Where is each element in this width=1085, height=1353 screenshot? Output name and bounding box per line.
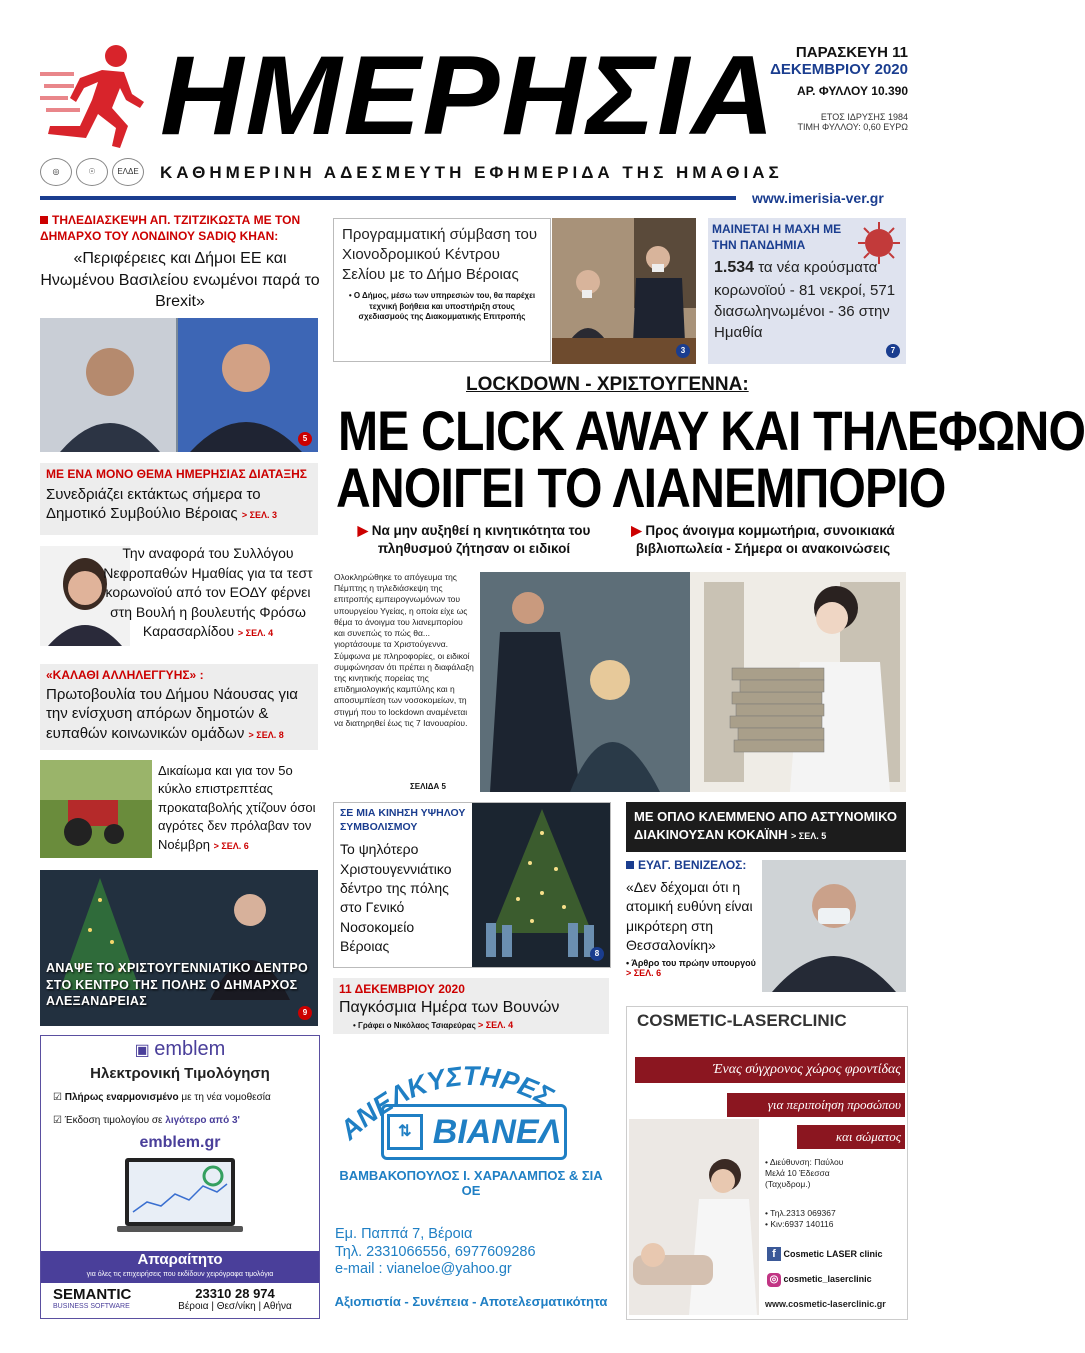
website-link[interactable]: www.imerisia-ver.gr: [752, 190, 884, 206]
signing-image: [552, 218, 696, 364]
page-ref: > ΣΕΛ. 5: [791, 830, 827, 841]
alexandreia-tree-article[interactable]: [40, 870, 318, 1026]
emblem-cta-sub: για όλες τις επιχειρήσεις που εκδίδουν χειρόγραφα τιμολόγια: [86, 1271, 274, 1278]
checkbox-icon: ☑: [53, 1092, 65, 1103]
laptop-image: [117, 1156, 243, 1236]
vianel-contact: Εμ. Παππά 7, Βέροια Τηλ. 2331066556, 6977609286 e-mail : vianeloe@yahoo.gr: [335, 1226, 536, 1278]
article-kicker: 11 ΔΕΚΕΜΒΡΙΟΥ 2020: [339, 982, 465, 996]
cocaine-article[interactable]: [626, 802, 906, 852]
press-logo-icon: ☉: [76, 158, 108, 186]
article-kicker: ΤΗΛΕΔΙΑΣΚΕΨΗ ΑΠ. ΤΖΙΤΖΙΚΩΣΤΑ ΜΕ ΤΟΝ ΔΗΜΑΡΧΟ ΤΟΥ ΛΟΝΔΙΝΟΥ SADIQ KHAN:: [40, 213, 320, 244]
emblem-check-1: ☑ Πλήρως εναρμονισμένο με τη νέα νομοθεσία: [53, 1092, 271, 1103]
semantic-company: SEMANTIC BUSINESS SOFTWARE: [53, 1286, 132, 1310]
issue-info: [738, 44, 908, 132]
article-note: • Άρθρο του πρώην υπουργού > ΣΕΛ. 6: [626, 957, 756, 978]
masthead-title: ΗΜΕΡΗΣΙΑ: [160, 33, 777, 158]
article-text: Την αναφορά του Συλλόγου Νεφροπαθών Ημαθίας για τα τεστ κορωνοϊού από τον ΕΟΔΥ φέρνει στη Βουλή η βουλευτής Φρόσω Καρασαρλίδου > ΣΕΛ. 4: [103, 545, 313, 640]
hairdresser-books-photo: [480, 572, 906, 792]
emblem-check-2: ☑ Έκδοση τιμολογίου σε λιγότερο από 3': [53, 1115, 240, 1126]
page-badge: 8: [590, 947, 604, 961]
covid-article[interactable]: [708, 218, 906, 364]
video-call-image: [40, 318, 318, 452]
virus-icon: [856, 220, 902, 266]
article-text: 1.534 τα νέα κρούσματα κορωνοϊού - 81 νεκροί, 571 διασωληνωμένοι - 36 στην Ημαθία: [714, 259, 896, 341]
main-headline-1[interactable]: ΜΕ CLICK AWAY ΚΑΙ ΤΗΛΕΦΩΝΟ: [338, 399, 1085, 462]
article-kicker: ΕΥΑΓ. ΒΕΝΙΖΕΛΟΣ:: [626, 858, 906, 874]
article-kicker: «ΚΑΛΑΘΙ ΑΛΛΗΛΕΓΓΥΗΣ» :: [46, 668, 204, 682]
arrow-icon: ▶: [631, 523, 646, 538]
cosmetic-line-1: Ένας σύγχρονος χώρος φροντίδας: [635, 1057, 905, 1083]
mountains-article[interactable]: [333, 978, 609, 1034]
elevator-icon: ⇅: [387, 1114, 423, 1150]
page-badge: 7: [886, 344, 900, 358]
emblem-cta-title: Απαραίτητο: [137, 1251, 223, 1268]
program-article[interactable]: [333, 218, 551, 362]
article-text: Δικαίωμα και για τον 5ο κύκλο επιστρεπτέας προκαταβολής χτίζουν όσοι αγρότες δεν πρόλαβαν τον Νοέμβρη > ΣΕΛ. 6: [158, 763, 316, 852]
article-kicker: ΜΑΙΝΕΤΑΙ Η ΜΑΧΗ ΜΕ ΤΗΝ ΠΑΝΔΗΜΙΑ: [712, 222, 842, 252]
instagram-icon: ◎: [767, 1273, 781, 1287]
main-subhead-2: ▶ Προς άνοιγμα κομμωτήρια, συνοικιακά βιβλιοπωλεία - Σήμερα οι ανακοινώσεις: [631, 523, 895, 557]
farm-article[interactable]: [40, 760, 318, 860]
main-subhead-1: ▶ Να μην αυξηθεί η κινητικότητα του πληθυσμού ζήτησαν οι ειδικοί: [357, 523, 591, 557]
emblem-ad[interactable]: [40, 1035, 320, 1319]
article-text: «Δεν δέχομαι ότι η ατομική ευθύνη είναι μικρότερη στη Θεσσαλονίκη»: [626, 878, 753, 954]
vianel-brand-box: [381, 1104, 567, 1160]
cosmetic-line-2: για περιποίηση προσώπου: [727, 1093, 905, 1117]
svg-text:ΑΝΕΛΚΥΣΤΗΡΕΣ: ΑΝΕΛΚΥΣΤΗΡΕΣ: [334, 1060, 558, 1146]
page-ref: > ΣΕΛ. 4: [477, 1020, 514, 1031]
article-caption: ΑΝΑΨΕ ΤΟ ΧΡΙΣΤΟΥΓΕΝΝΙΑΤΙΚΟ ΔΕΝΤΡΟ ΣΤΟ ΚΕΝΤΡΟ ΤΗΣ ΠΟΛΗΣ Ο ΔΗΜΑΡΧΟΣ ΑΛΕΞΑΝΔΡΕΙΑΣ: [46, 961, 308, 1008]
cosmetic-ad[interactable]: [626, 1006, 908, 1320]
member-logos: [40, 158, 145, 184]
page-badge: 5: [298, 432, 312, 446]
tzitzikostas-article[interactable]: [40, 213, 320, 313]
cosmetic-instagram[interactable]: ◎ cosmetic_laserclinic: [767, 1273, 872, 1287]
clinic-photo: [629, 1119, 759, 1315]
page-ref: > ΣΕΛ. 6: [213, 840, 249, 851]
hospital-tree-article[interactable]: [333, 802, 611, 968]
page-ref: > ΣΕΛ. 6: [626, 967, 662, 978]
cosmetic-line-3: και σώματος: [797, 1125, 905, 1149]
cosmetic-website[interactable]: www.cosmetic-laserclinic.gr: [765, 1299, 886, 1309]
article-text: Προγραμματική σύμβαση του Χιονοδρομικού Κέντρου Σελίου με το Δήμο Βέροιας: [342, 226, 538, 284]
issue-number: ΑΡ. ΦΥΛΛΟΥ 10.390: [797, 84, 908, 98]
hospital-tree-photo: [472, 803, 610, 967]
main-page-ref: ΣΕΛΙΔΑ 5: [410, 782, 446, 791]
council-article[interactable]: [40, 463, 318, 535]
issue-price: ΤΙΜΗ ΦΥΛΛΟΥ: 0,60 ΕΥΡΩ: [797, 122, 908, 132]
article-note: • Γράφει ο Νικόλαος Τσιαρεύρας > ΣΕΛ. 4: [353, 1020, 514, 1031]
tractor-photo: [40, 760, 152, 858]
arrow-icon: ▶: [357, 523, 372, 538]
naousa-article[interactable]: [40, 664, 318, 750]
emblem-title: Ηλεκτρονική Τιμολόγηση: [90, 1065, 270, 1082]
article-text: Παγκόσμια Ημέρα των Βουνών: [339, 998, 560, 1016]
retail-image: [480, 572, 906, 792]
issue-day: ΠΑΡΑΣΚΕΥΗ 11: [795, 44, 908, 61]
article-bullet: • Ο Δήμος, μέσω των υπηρεσιών του, θα παρέχει τεχνική βοήθεια και υποστήριξη στους σχεδιασμούς της Διακομματικής Επιτροπής: [348, 291, 536, 322]
page-ref: > ΣΕΛ. 3: [241, 510, 277, 521]
elde-logo-icon: ΕΛΔΕ: [112, 158, 144, 186]
article-text: Πρωτοβουλία του Δήμου Νάουσας για την ενίσχυση απόρων δημοτών & ευπαθών κοινωνικών ομάδων > ΣΕΛ. 8: [46, 685, 298, 742]
video-call-photo: [40, 318, 318, 452]
page-ref: > ΣΕΛ. 8: [248, 729, 284, 740]
masthead-subtitle: ΚΑΘΗΜΕΡΙΝΗ ΑΔΕΣΜΕΥΤΗ ΕΦΗΜΕΡΙΔΑ ΤΗΣ ΗΜΑΘΙΑΣ: [160, 163, 783, 182]
venizelos-article[interactable]: [626, 858, 906, 994]
runner-logo-icon: [40, 42, 150, 150]
vianel-slogan: Αξιοπιστία - Συνέπεια - Αποτελεσματικότητα: [334, 1294, 608, 1309]
vianel-brand: ΒΙΑΝΕΛ: [432, 1112, 562, 1151]
article-kicker: ΣΕ ΜΙΑ ΚΙΝΗΣΗ ΥΨΗΛΟΥ ΣΥΜΒΟΛΙΣΜΟΥ: [340, 807, 466, 833]
main-headline-2[interactable]: ΑΝΟΙΓΕΙ ΤΟ ΛΙΑΝΕΜΠΟΡΙΟ: [336, 456, 946, 519]
page-badge: 3: [676, 344, 690, 358]
cosmetic-contact: • Διεύθυνση: Παύλου Μελά 10 Έδεσσα (Ταχυδρομ.) • Τηλ.2313 069367 • Κιν:6937 140116: [765, 1157, 844, 1230]
article-text: «Περιφέρειες και Δήμοι ΕΕ και Ηνωμένου Βασιλείου ενωμένοι παρά το Brexit»: [40, 250, 320, 311]
case-count: 1.534: [714, 259, 755, 277]
emblem-url[interactable]: emblem.gr: [139, 1134, 221, 1151]
article-kicker: ΜΕ ΕΝΑ ΜΟΝΟ ΘΕΜΑ ΗΜΕΡΗΣΙΑΣ ΔΙΑΤΑΞΗΣ: [46, 467, 307, 481]
chamber-logo-icon: ◎: [40, 158, 72, 186]
header-rule: [40, 196, 736, 200]
founded-year: ΕΤΟΣ ΙΔΡΥΣΗΣ 1984: [820, 112, 908, 122]
signing-photo: [552, 218, 696, 364]
cosmetic-title: COSMETIC-LASERCLINIC: [637, 1011, 847, 1030]
nefropathy-article[interactable]: [40, 544, 318, 654]
emblem-cta: [41, 1251, 319, 1283]
main-kicker: LOCKDOWN - ΧΡΙΣΤΟΥΓΕΝΝΑ:: [466, 374, 749, 395]
article-text: Το ψηλότερο Χριστουγεννιάτικο δέντρο της πόλης στο Γενικό Νοσοκομείο Βέροιας: [340, 841, 452, 954]
cosmetic-facebook[interactable]: f Cosmetic LASER clinic: [767, 1247, 883, 1261]
main-body: Ολοκληρώθηκε το απόγευμα της Πέμπτης η τηλεδιάσκεψη της επιτροπής εμπειρογνωμόνων του υπουργείου Υγείας, η οποία είχε ως θέμα το άνοιγμα του λιανεμπορίου και συνεπώς το πώς θα... γιορτάσουμε τα Χριστούγεννα. Σύμφωνα με πληροφορίες, οι ειδικοί συμφώνησαν ότι πρέπει η διαφάλαξη της κινητικής πορείας της επιδημιολογικής καμπύλης και η αποσυμπίεση των νοσοκομείων, τη στιγμή που το lockdown αναμένεται να διατηρηθεί έως τις 7 Ιανουαρίου.: [334, 572, 474, 728]
vianel-owner: ΒΑΜΒΑΚΟΠΟΥΛΟΣ Ι. ΧΑΡΑΛΑΜΠΟΣ & ΣΙΑ ΟΕ: [339, 1168, 603, 1198]
emblem-contact: 23310 28 974 Βέροια | Θεσ/νίκη | Αθήνα: [178, 1286, 292, 1312]
page-badge: 9: [298, 1006, 312, 1020]
vianel-ad[interactable]: [333, 1046, 609, 1318]
issue-date: ΔΕΚΕΜΒΡΙΟΥ 2020: [770, 61, 908, 78]
checkbox-icon: ☑: [53, 1115, 65, 1126]
article-text: Συνεδριάζει εκτάκτως σήμερα το Δημοτικό Συμβούλιο Βέροιας > ΣΕΛ. 3: [46, 485, 277, 523]
page-ref: > ΣΕΛ. 4: [237, 628, 274, 639]
article-text: ΜΕ ΟΠΛΟ ΚΛΕΜΜΕΝΟ ΑΠΟ ΑΣΤΥΝΟΜΙΚΟ ΔΙΑΚΙΝΟΥΣΑΝ ΚΟΚΑΪΝΗ > ΣΕΛ. 5: [634, 809, 898, 842]
emblem-logo-icon: ▣: [134, 1042, 155, 1059]
venizelos-photo: [762, 860, 906, 992]
emblem-brand: ▣ emblem: [134, 1038, 226, 1060]
square-icon: [626, 861, 634, 869]
facebook-icon: f: [767, 1247, 781, 1261]
